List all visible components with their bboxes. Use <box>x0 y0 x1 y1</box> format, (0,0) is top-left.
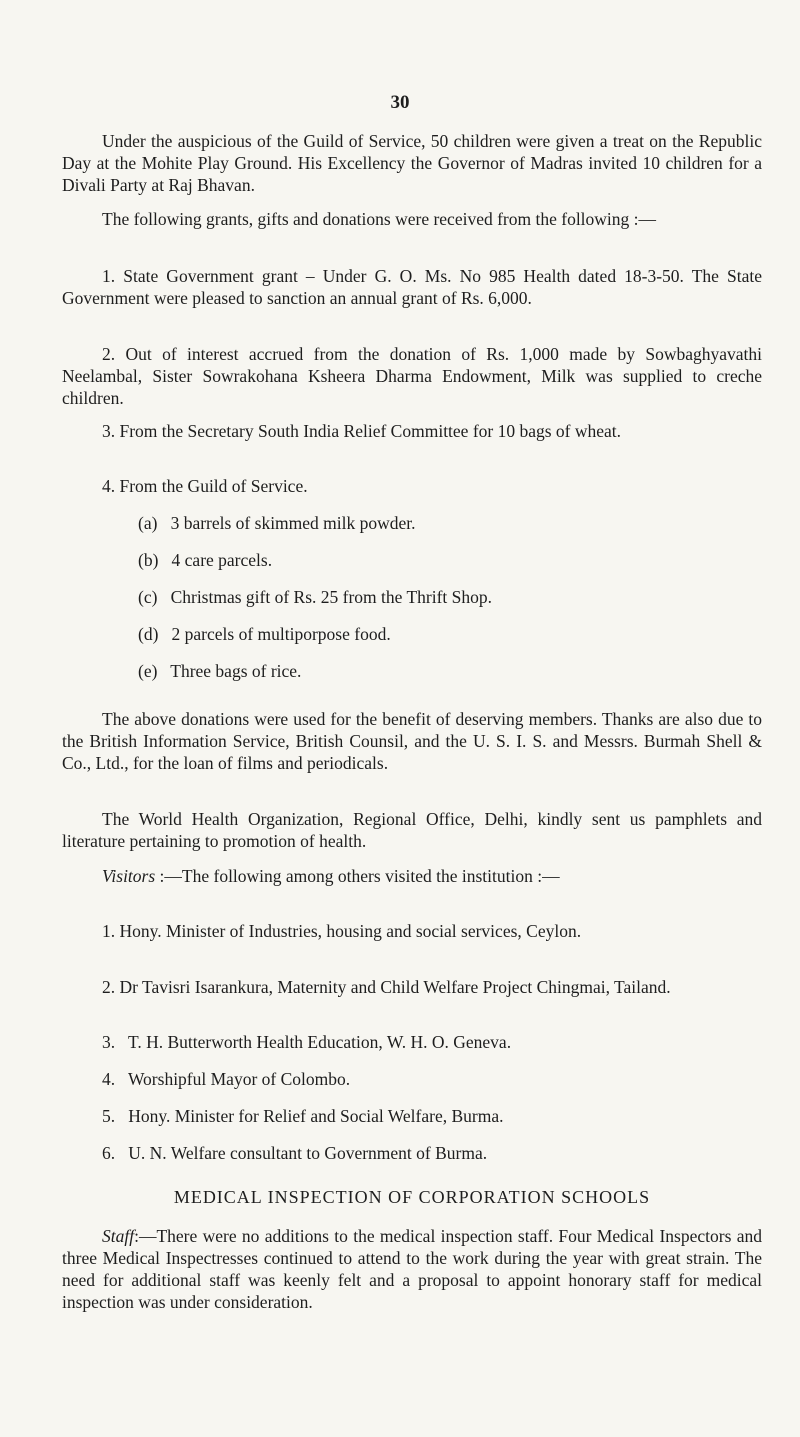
visitor-number: 6. <box>102 1143 116 1163</box>
grant-text: Out of interest accrued from the donation of Rs. 1,000 made by Sowbaghyavathi Neelambal, Sister Sowrakohana Ksheera Dharma Endowment, Milk was supplied to creche children. <box>62 344 762 408</box>
guild-item-e <box>138 661 301 682</box>
visitor-item-3 <box>102 1032 511 1053</box>
item-text: 3 barrels of skimmed milk powder. <box>170 513 416 533</box>
visitor-text: Worshipful Mayor of Colombo. <box>127 1069 351 1089</box>
grant-item-2 <box>62 343 762 409</box>
visitors-intro-text: :—The following among others visited the institution :— <box>155 866 560 886</box>
visitor-text: Dr Tavisri Isarankura, Maternity and Child Welfare Project Chingmai, Tailand. <box>119 977 671 997</box>
guild-item-c <box>138 587 492 608</box>
visitor-item-5 <box>102 1106 503 1127</box>
grants-intro: The following grants, gifts and donations were received from the following :— <box>102 209 657 229</box>
item-text: Christmas gift of Rs. 25 from the Thrift Shop. <box>170 587 493 607</box>
staff-text: :—There were no additions to the medical inspection staff. Four Medical Inspectors and three Medical Inspectresses continued to attend to the work during the year with great strain. The need for additional staff was keenly felt and a proposal to appoint honorary staff for medical inspection was under consideration. <box>62 1226 762 1312</box>
grant-number: 4. <box>102 476 116 496</box>
visitor-text: T. H. Butterworth Health Education, W. H. O. Geneva. <box>127 1032 512 1052</box>
visitor-item-6 <box>102 1143 487 1164</box>
section-heading: MEDICAL INSPECTION OF CORPORATION SCHOOLS <box>173 1187 651 1207</box>
visitor-number: 3. <box>102 1032 116 1052</box>
intro-paragraph: Under the auspicious of the Guild of Service, 50 children were given a treat on the Republic Day at the Mohite Play Ground. His Excellency the Governor of Madras invited 10 children for a Divali Party at Raj Bhavan. <box>62 131 762 195</box>
visitor-number: 2. <box>102 977 116 997</box>
visitors-label: Visitors <box>102 866 156 886</box>
visitor-number: 4. <box>102 1069 116 1089</box>
grant-text: From the Secretary South India Relief Committee for 10 bags of wheat. <box>119 421 622 441</box>
item-text: 4 care parcels. <box>171 550 273 570</box>
item-label: (b) <box>138 550 159 570</box>
visitor-item-1 <box>62 920 762 942</box>
grant-number: 1. <box>102 266 116 286</box>
visitor-number: 5. <box>102 1106 116 1126</box>
grant-text: From the Guild of Service. <box>119 476 308 496</box>
who-paragraph: The World Health Organization, Regional Office, Delhi, kindly sent us pamphlets and literature pertaining to promotion of health. <box>62 809 762 851</box>
visitor-number: 1. <box>102 921 116 941</box>
visitor-item-4 <box>102 1069 350 1090</box>
visitor-item-2 <box>62 976 762 998</box>
grant-item-3 <box>62 420 762 442</box>
guild-item-d <box>138 624 391 645</box>
grant-item-1 <box>62 265 762 309</box>
item-label: (c) <box>138 587 158 607</box>
visitors-intro <box>62 865 762 887</box>
staff-paragraph <box>62 1225 762 1313</box>
grant-number: 2. <box>102 344 116 364</box>
guild-item-a <box>138 513 416 534</box>
item-label: (e) <box>138 661 158 681</box>
item-text: Three bags of rice. <box>170 661 302 681</box>
visitor-text: Hony. Minister of Industries, housing and social services, Ceylon. <box>119 921 582 941</box>
page-number: 30 <box>390 92 410 113</box>
donations-paragraph: The above donations were used for the benefit of deserving members. Thanks are also due to the British Information Service, British Counsil, and the U. S. I. S. and Messrs. Burmah Shell & Co., Ltd., for the loan of films and periodicals. <box>62 709 762 773</box>
item-label: (a) <box>138 513 158 533</box>
staff-label: Staff <box>102 1226 135 1246</box>
grant-text: State Government grant – Under G. O. Ms. No 985 Health dated 18-3-50. The State Government were pleased to sanction an annual grant of Rs. 6,000. <box>62 266 762 308</box>
visitor-text: Hony. Minister for Relief and Social Welfare, Burma. <box>128 1106 504 1126</box>
item-label: (d) <box>138 624 159 644</box>
guild-item-b <box>138 550 272 571</box>
grant-item-4 <box>62 475 762 497</box>
item-text: 2 parcels of multiporpose food. <box>171 624 391 644</box>
visitor-text: U. N. Welfare consultant to Government of Burma. <box>128 1143 488 1163</box>
grant-number: 3. <box>102 421 116 441</box>
